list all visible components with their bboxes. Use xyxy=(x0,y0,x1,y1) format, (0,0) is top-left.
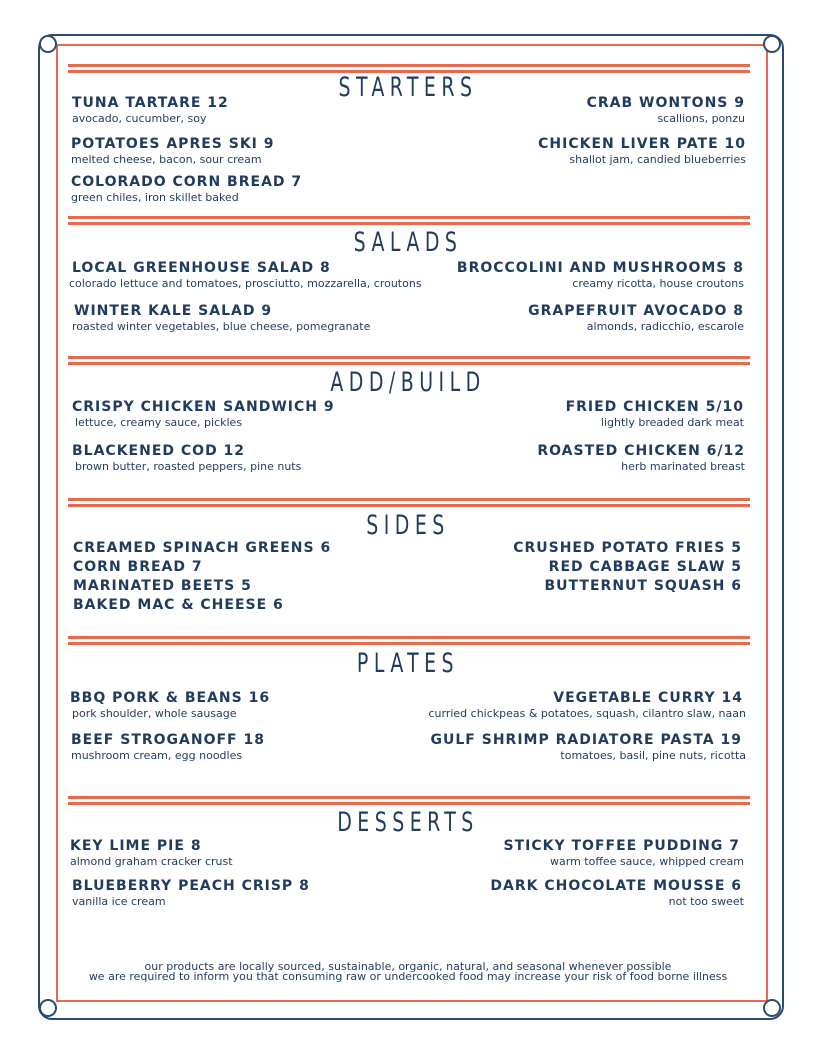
item-name: GULF SHRIMP RADIATORE PASTA 19 xyxy=(430,732,742,748)
item-name: BBQ PORK & BEANS 16 xyxy=(70,690,271,706)
menu-item xyxy=(538,136,746,167)
item-name: WINTER KALE SALAD 9 xyxy=(74,303,273,319)
section-divider xyxy=(68,356,750,365)
item-description: creamy ricotta, house croutons xyxy=(572,277,744,290)
item-name: BLACKENED COD 12 xyxy=(72,443,246,459)
item-description: vanilla ice cream xyxy=(72,895,166,908)
menu-item xyxy=(72,443,301,474)
side-item: RED CABBAGE SLAW 5 xyxy=(548,559,742,575)
item-name: BEEF STROGANOFF 18 xyxy=(71,732,265,748)
item-name: COLORADO CORN BREAD 7 xyxy=(71,174,303,190)
item-description: avocado, cucumber, soy xyxy=(72,112,207,125)
item-name: ROASTED CHICKEN 6/12 xyxy=(537,443,745,459)
item-name: GRAPEFRUIT AVOCADO 8 xyxy=(528,303,744,319)
item-name: BLUEBERRY PEACH CRISP 8 xyxy=(72,878,310,894)
item-description: brown butter, roasted peppers, pine nuts xyxy=(75,460,302,473)
section-title-add-build: ADD/BUILD xyxy=(330,367,486,398)
menu-item xyxy=(69,260,422,291)
section-title-sides: SIDES xyxy=(366,510,450,541)
menu-item xyxy=(490,878,744,909)
item-description: pork shoulder, whole sausage xyxy=(72,707,237,720)
section-divider xyxy=(68,796,750,805)
item-name: CRISPY CHICKEN SANDWICH 9 xyxy=(72,399,335,415)
menu-item xyxy=(504,838,744,869)
item-description: almond graham cracker crust xyxy=(70,855,233,868)
item-name: DARK CHOCOLATE MOUSSE 6 xyxy=(490,878,742,894)
item-description: curried chickpeas & potatoes, squash, cilantro slaw, naan xyxy=(428,707,746,720)
item-description: green chiles, iron skillet baked xyxy=(71,191,239,204)
side-item: CREAMED SPINACH GREENS 6 xyxy=(73,540,332,556)
menu-item xyxy=(72,95,229,126)
item-name: POTATOES APRES SKI 9 xyxy=(71,136,275,152)
section-divider xyxy=(68,216,750,225)
menu-item xyxy=(537,443,745,474)
item-description: not too sweet xyxy=(668,895,744,908)
menu-item xyxy=(428,690,746,721)
item-name: TUNA TARTARE 12 xyxy=(72,95,229,111)
footer-sourcing-note: our products are locally sourced, sustainable, organic, natural, and seasonal whenever possible xyxy=(144,960,672,973)
menu-item xyxy=(74,303,370,334)
item-description: almonds, radicchio, escarole xyxy=(586,320,744,333)
footer-health-warning: we are required to inform you that consuming raw or undercooked food may increase your risk of food borne illness xyxy=(88,970,728,983)
section-divider xyxy=(68,498,750,507)
side-list-right xyxy=(513,539,742,596)
corner-ornament xyxy=(39,35,57,53)
menu-item xyxy=(71,174,302,205)
item-name: VEGETABLE CURRY 14 xyxy=(553,690,743,706)
menu-item xyxy=(72,878,310,909)
item-name: CHICKEN LIVER PATE 10 xyxy=(538,136,746,152)
item-description: shallot jam, candied blueberries xyxy=(569,153,746,166)
item-description: herb marinated breast xyxy=(621,460,745,473)
item-name: BROCCOLINI AND MUSHROOMS 8 xyxy=(456,260,744,276)
menu-item xyxy=(431,732,746,763)
item-description: mushroom cream, egg noodles xyxy=(71,749,243,762)
side-item: BUTTERNUT SQUASH 6 xyxy=(544,578,742,594)
item-description: colorado lettuce and tomatoes, prosciutto, mozzarella, croutons xyxy=(69,277,422,290)
side-item: MARINATED BEETS 5 xyxy=(73,578,252,594)
item-description: warm toffee sauce, whipped cream xyxy=(550,855,744,868)
corner-ornament xyxy=(763,999,781,1017)
item-description: roasted winter vegetables, blue cheese, pomegranate xyxy=(72,320,371,333)
item-description: lettuce, creamy sauce, pickles xyxy=(75,416,243,429)
section-title-desserts: DESSERTS xyxy=(337,807,479,838)
menu-item xyxy=(566,399,744,430)
item-name: KEY LIME PIE 8 xyxy=(70,838,202,854)
menu-item xyxy=(71,136,275,167)
menu-item xyxy=(70,690,270,721)
item-description: lightly breaded dark meat xyxy=(600,416,744,429)
section-divider xyxy=(68,636,750,645)
item-description: scallions, ponzu xyxy=(657,112,745,125)
item-description: melted cheese, bacon, sour cream xyxy=(71,153,262,166)
item-description: tomatoes, basil, pine nuts, ricotta xyxy=(560,749,746,762)
menu-item xyxy=(70,838,233,869)
corner-ornament xyxy=(763,35,781,53)
section-title-plates: PLATES xyxy=(356,648,460,679)
section-title-starters: STARTERS xyxy=(338,72,478,103)
side-item: CRUSHED POTATO FRIES 5 xyxy=(513,540,742,556)
item-name: CRAB WONTONS 9 xyxy=(586,95,745,111)
menu-item xyxy=(457,260,744,291)
menu-item xyxy=(587,95,745,126)
item-name: LOCAL GREENHOUSE SALAD 8 xyxy=(72,260,331,276)
item-name: FRIED CHICKEN 5/10 xyxy=(565,399,744,415)
menu-item xyxy=(72,399,335,430)
menu-item xyxy=(528,303,744,334)
menu-item xyxy=(71,732,265,763)
side-item: BAKED MAC & CHEESE 6 xyxy=(73,597,284,613)
section-title-salads: SALADS xyxy=(353,227,463,258)
item-name: STICKY TOFFEE PUDDING 7 xyxy=(503,838,740,854)
side-list-left xyxy=(73,539,331,615)
side-item: CORN BREAD 7 xyxy=(73,559,203,575)
corner-ornament xyxy=(39,999,57,1017)
